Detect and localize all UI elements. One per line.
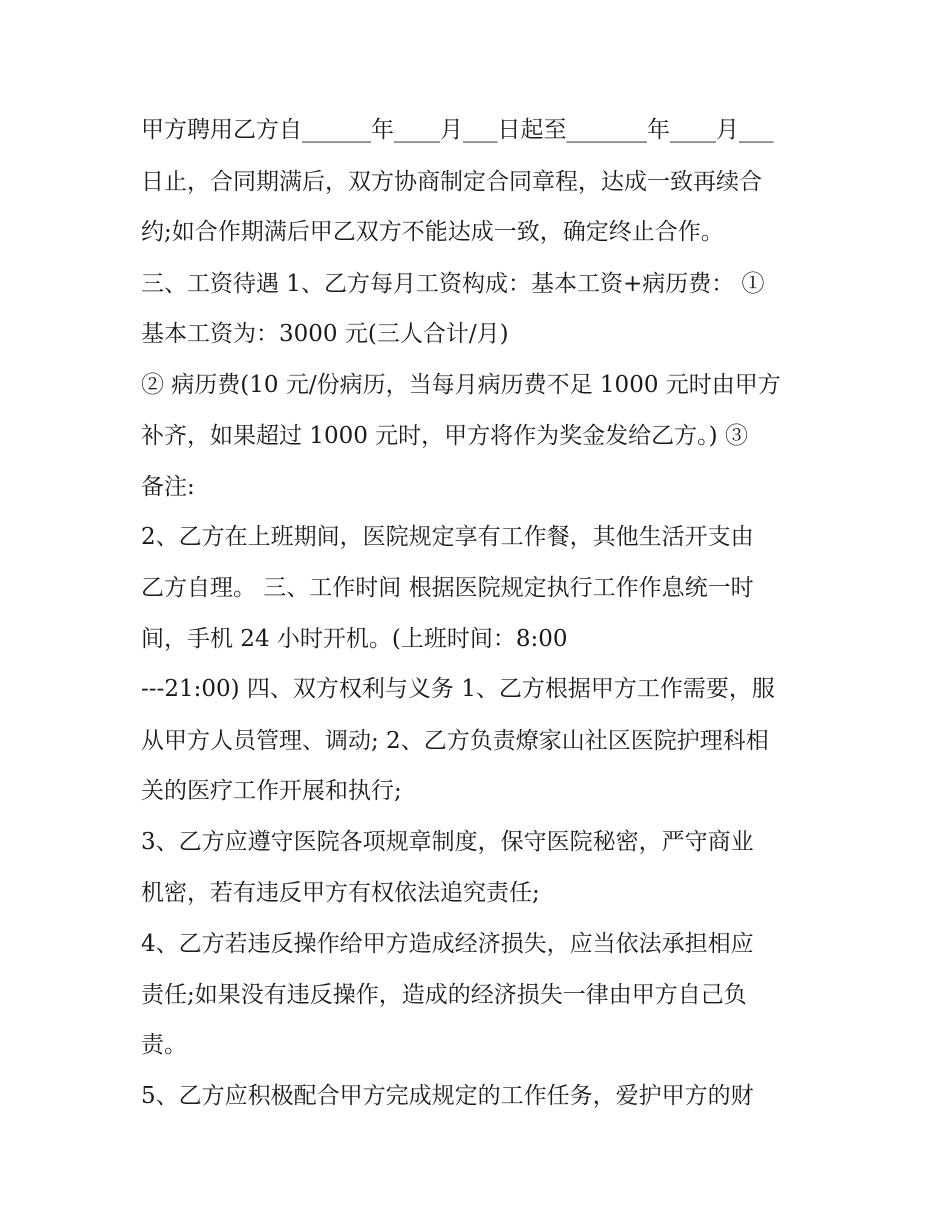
text-line: ② 病历费(10 元/份病历，当每月病历费不足 1000 元时由甲方 (141, 372, 781, 398)
text-line: 日止，合同期满后，双方协商制定合同章程，达成一致再续合 (141, 169, 762, 195)
text-line: 三、工资待遇 1、乙方每月工资构成：基本工资+病历费： ① (141, 271, 765, 297)
text-line: 5、乙方应积极配合甲方完成规定的工作任务，爱护甲方的财 (141, 1083, 754, 1109)
text-line: 责任;如果没有违反操作，造成的经济损失一律由甲方自己负 (141, 982, 747, 1008)
text-line: 间，手机 24 小时开机。(上班时间：8:00 (141, 626, 568, 652)
text-line: 关的医疗工作开展和执行; (141, 778, 402, 804)
text-line: 4、乙方若违反操作给甲方造成经济损失，应当依法承担相应 (141, 931, 754, 957)
text-line: 责。 (141, 1032, 187, 1058)
text-line: 甲方聘用乙方自______年____月___日起至_______年____月___ (141, 117, 774, 143)
text-line: 机密，若有违反甲方有权依法追究责任; (141, 880, 540, 906)
text-line: 备注: (141, 474, 195, 500)
text-line: 3、乙方应遵守医院各项规章制度，保守医院秘密，严守商业 (141, 829, 754, 855)
text-line: 基本工资为：3000 元(三人合计/月) (141, 321, 509, 347)
text-line: 从甲方人员管理、调动; 2、乙方负责燎家山社区医院护理科相 (141, 728, 769, 754)
text-line: ---21:00) 四、双方权利与义务 1、乙方根据甲方工作需要，服 (141, 676, 775, 702)
text-line: 2、乙方在上班期间，医院规定享有工作餐，其他生活开支由 (141, 524, 754, 550)
text-line: 乙方自理。 三、工作时间 根据医院规定执行工作作息统一时 (141, 575, 754, 601)
text-line: 约;如合作期满后甲乙双方不能达成一致，确定终止合作。 (141, 219, 724, 245)
text-line: 补齐，如果超过 1000 元时，甲方将作为奖金发给乙方。) ③ (141, 423, 748, 449)
